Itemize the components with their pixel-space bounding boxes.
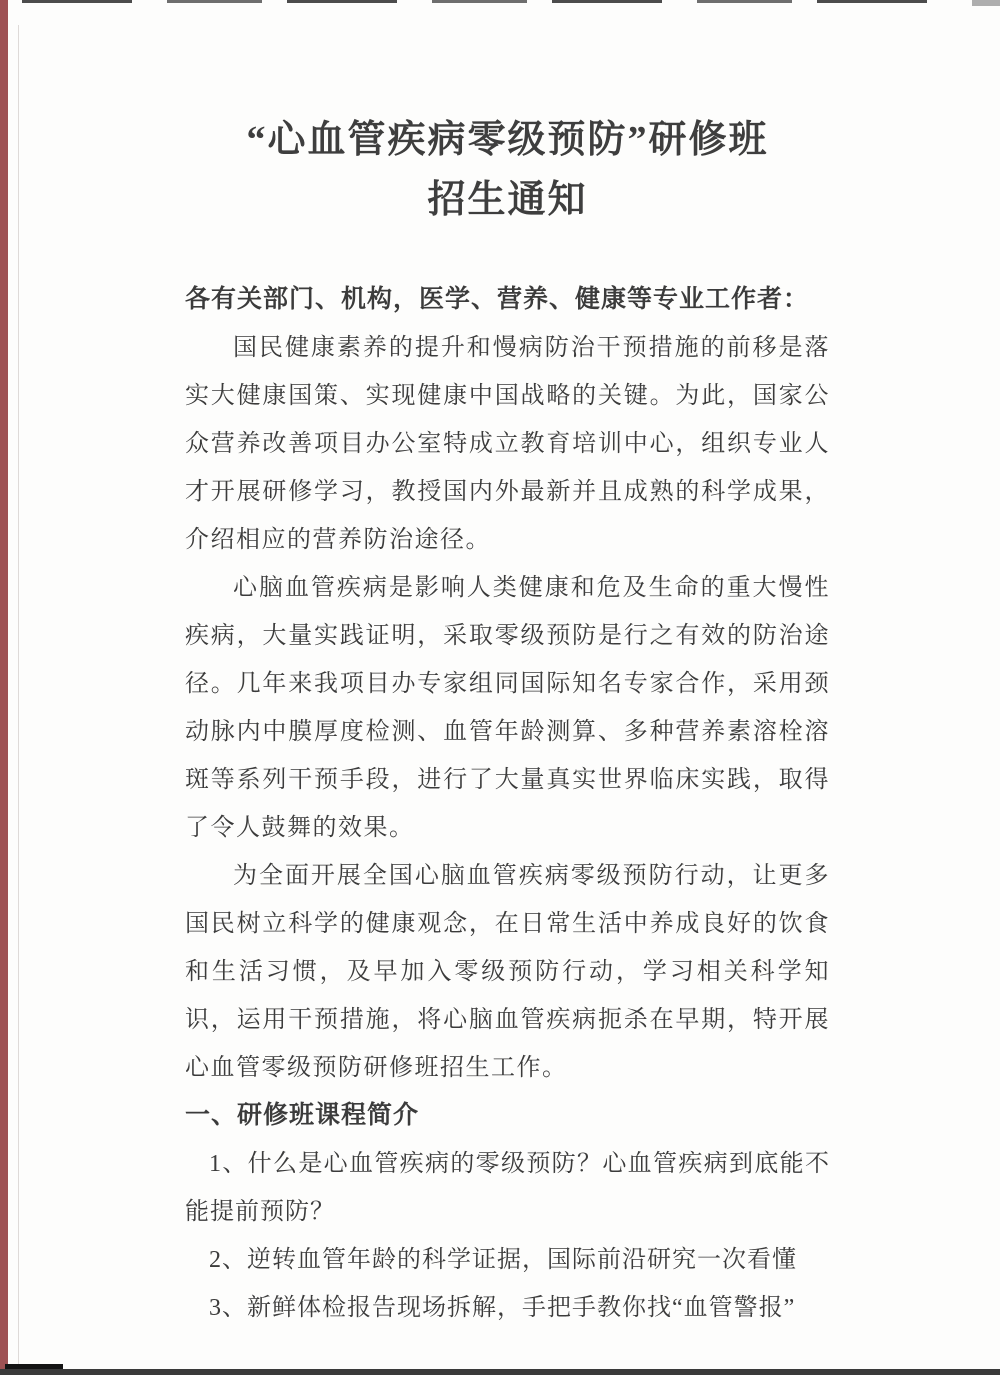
section-heading-course-intro: 一、研修班课程简介 (185, 1102, 420, 1129)
scan-top-edge-artifact (22, 0, 945, 3)
course-item-2: 2、逆转血管年龄的科学证据，国际前沿研究一次看懂 (209, 1247, 797, 1273)
paragraph-1: 国民健康素养的提升和慢病防治干预措施的前移是落实大健康国策、实现健康中国战略的关键。为此，国家公众营养改善项目办公室特成立教育培训中心，组织专业人才开展研修学习，教授国内外最新并且成熟的科学成果，介绍相应的营养防治途径。 (185, 335, 830, 553)
document-body (185, 110, 830, 1332)
scan-bottom-edge-artifact (0, 1369, 1000, 1375)
scan-corner-smudge (972, 0, 1000, 6)
paragraph-3: 为全面开展全国心脑血管疾病零级预防行动，让更多国民树立科学的健康观念，在日常生活中养成良好的饮食和生活习惯，及早加入零级预防行动，学习相关科学知识，运用干预措施，将心脑血管疾病扼杀在早期，特开展心血管零级预防研修班招生工作。 (185, 863, 830, 1081)
title-line-1: “心血管疾病零级预防”研修班 (246, 119, 769, 161)
document-title (185, 110, 830, 230)
paragraph-2: 心脑血管疾病是影响人类健康和危及生命的重大慢性疾病，大量实践证明，采取零级预防是行之有效的防治途径。几年来我项目办专家组同国际知名专家合作，采用颈动脉内中膜厚度检测、血管年龄测算、多种营养素溶栓溶斑等系列干预手段，进行了大量真实世界临床实践，取得了令人鼓舞的效果。 (185, 575, 830, 841)
title-line-2: 招生通知 (427, 179, 588, 221)
course-item-1: 1、什么是心血管疾病的零级预防？心血管疾病到底能不能提前预防？ (185, 1151, 830, 1225)
page-edge-shadow (18, 25, 19, 1365)
salutation-line: 各有关部门、机构，医学、营养、健康等专业工作者： (185, 286, 810, 313)
course-item-3: 3、新鲜体检报告现场拆解，手把手教你找“血管警报” (209, 1295, 796, 1321)
book-spine-artifact (0, 0, 8, 1375)
